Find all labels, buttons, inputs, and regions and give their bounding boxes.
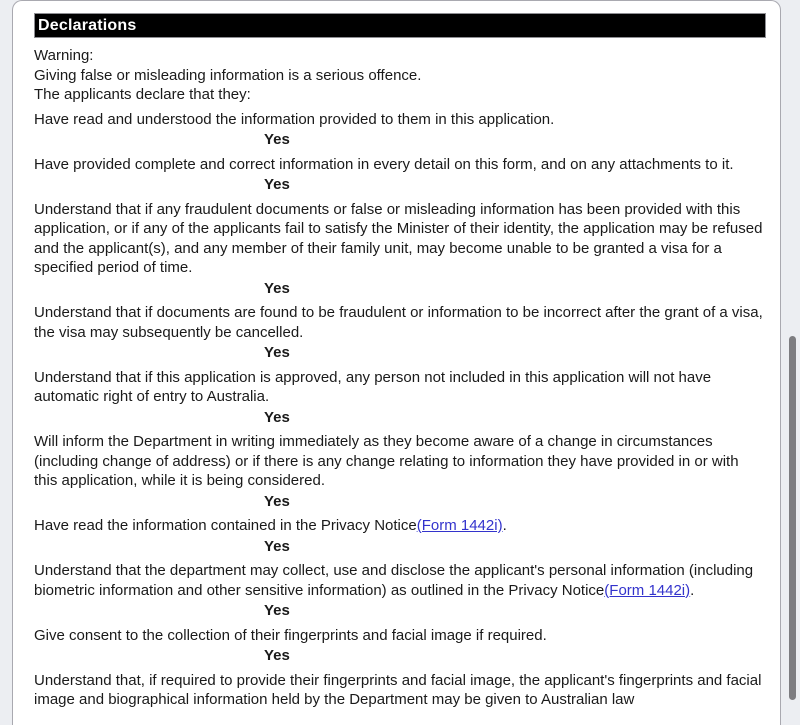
- declaration-text: Understand that the department may collect, use and disclose the applicant's personal information (including biometric information and other sensitive information) as outlined in the Privacy Notice(Form 1442i).: [34, 562, 754, 599]
- declaration-item: [34, 368, 766, 428]
- declaration-text: Understand that, if required to provide their fingerprints and facial image, the applicant's fingerprints and facial image and biographical information held by the Department may be given to Australian law: [34, 671, 762, 708]
- declaration-text: Have read the information contained in the Privacy Notice(Form 1442i).: [34, 517, 507, 534]
- declaration-text: Have read and understood the information provided to them in this application.: [34, 110, 555, 128]
- declarations-section: [13, 1, 780, 710]
- declaration-item: [34, 671, 766, 710]
- scrollbar-thumb[interactable]: [789, 336, 796, 700]
- section-header: [34, 13, 766, 38]
- declaration-answer: Yes: [264, 492, 290, 510]
- declaration-text: Understand that if documents are found to be fraudulent or information to be incorrect after the grant of a visa, the visa may subsequently be cancelled.: [34, 304, 763, 341]
- declaration-answer: Yes: [264, 602, 290, 619]
- declaration-answer: Yes: [264, 647, 290, 664]
- declaration-item: [34, 432, 766, 511]
- declaration-item: [34, 516, 766, 556]
- declaration-item: [34, 200, 766, 299]
- section-title: Declarations: [38, 17, 137, 34]
- declaration-text: Understand that if any fraudulent documents or false or misleading information has been provided with this application, or if any of the applicants fail to satisfy the Minister of their identity, the application may be refused and the applicant(s), and any member of their family unit, may become unable to be granted a visa for a specified period of time.: [34, 200, 763, 276]
- warning-text: Giving false or misleading information is a serious offence.: [34, 66, 422, 84]
- declaration-item: [34, 155, 766, 195]
- declaration-text: Will inform the Department in writing immediately as they become aware of a change in circumstances (including change of address) or if there is any change relating to information they have provided in or with this application, while it is being considered.: [34, 433, 739, 489]
- declaration-answer: Yes: [264, 408, 290, 426]
- declaration-item: [34, 303, 766, 363]
- declaration-text: Understand that if this application is approved, any person not included in this application will not have automatic right of entry to Australia.: [34, 368, 712, 405]
- declaration-item: [34, 626, 766, 666]
- form-1442i-link[interactable]: (Form 1442i): [416, 517, 503, 534]
- declarations-list: [34, 110, 766, 710]
- declaration-item: [34, 110, 766, 150]
- warning-label: Warning:: [34, 47, 94, 64]
- declaration-text: Give consent to the collection of their fingerprints and facial image if required.: [34, 626, 547, 644]
- declaration-answer: Yes: [264, 537, 290, 555]
- declaration-answer: Yes: [264, 131, 290, 148]
- warning-block: [34, 46, 766, 105]
- declaration-answer: Yes: [264, 176, 290, 193]
- declaration-answer: Yes: [264, 279, 290, 297]
- document-page: [12, 0, 781, 725]
- declaration-item: [34, 561, 766, 621]
- form-1442i-link[interactable]: (Form 1442i): [604, 581, 691, 599]
- declare-intro-text: The applicants declare that they:: [34, 86, 251, 103]
- declaration-text: Have provided complete and correct information in every detail on this form, and on any attachments to it.: [34, 155, 734, 173]
- declaration-answer: Yes: [264, 344, 290, 361]
